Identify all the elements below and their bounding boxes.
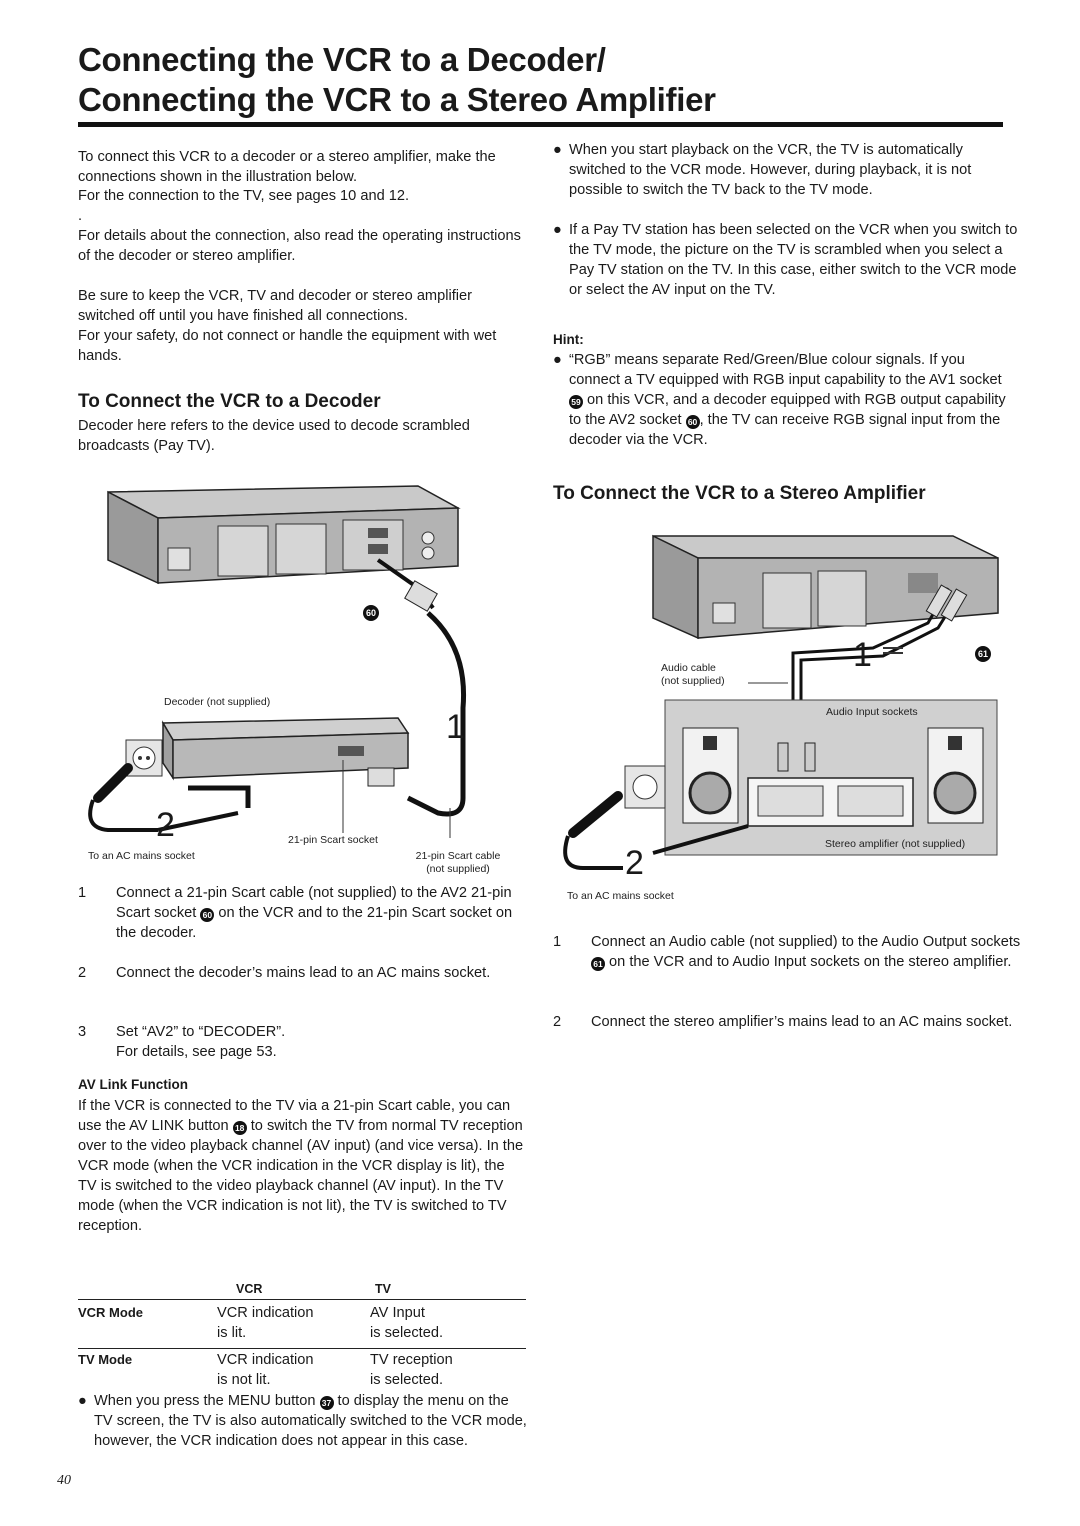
table-row-2-label: TV Mode [78, 1352, 133, 1367]
table-row-1-tv-line-1: AV Input [370, 1305, 425, 1321]
amp-step-1: 1 Connect an Audio cable (not supplied) to the Audio Output sockets 61 on the VCR and to Audio Input sockets on the stereo amplifier. [553, 934, 1021, 970]
decoder-scart-socket [338, 746, 364, 756]
menu-note-bullet: ● When you press the MENU button 37 to display the menu on the TV screen, the TV is also automatically switched to the VCR mode, however, the VCR indication does not appear in this case. [78, 1393, 527, 1449]
table-row-1-vcr-line-2: is lit. [217, 1325, 247, 1341]
vcr-panel-slot-2 [276, 524, 326, 574]
intro-dot: . [78, 208, 83, 224]
ref-18-badge: 18 [233, 1121, 247, 1135]
vcr-scart-socket-av1 [368, 528, 388, 538]
hint-bullet: ● “RGB” means separate Red/Green/Blue colour signals. If you connect a TV equipped with RGB input capability to the AV1 socket 59 on this VCR, and a decoder equipped with RGB output capability to the AV2 socket 60 , the TV can receive RGB signal input from the decoder via the VCR. [553, 352, 1006, 448]
vcr-power-socket [168, 548, 190, 570]
socket-60-marker: 60 [363, 605, 379, 621]
amp-step-2: 2 Connect the stereo amplifier’s mains lead to an AC mains socket. [553, 1014, 1013, 1030]
decoder-step-3: 3 Set “AV2” to “DECODER”. For details, see page 53. [78, 1024, 286, 1060]
amplifier-connection-illustration [553, 528, 1005, 908]
decoder-step-1: 1 Connect a 21-pin Scart cable (not supplied) to the AV2 21-pin Scart socket 60 on the VCR and to the 21-pin Scart socket on the decoder. [78, 885, 513, 941]
ref-61-badge: 61 [591, 957, 605, 971]
ref-60-badge: 60 [200, 908, 214, 922]
page-title [78, 40, 1018, 120]
amplifier-caption: Stereo amplifier (not supplied) [825, 838, 966, 850]
amplifier-diagram-svg [553, 528, 1005, 908]
decoder-description: Decoder here refers to the device used to decode scrambled broadcasts (Pay TV). [78, 418, 470, 454]
audio-input-caption: Audio Input sockets [826, 706, 918, 718]
right-bullet-2: ● If a Pay TV station has been selected on the VCR when you switch to the TV mode, the picture on the TV is scrambled when you select a Pay TV station on the TV. In this case, either switch to the VCR mode or select the AV input on the TV. [553, 222, 1018, 298]
amp-step-1-label: 1 [853, 636, 872, 674]
title-rule [78, 122, 1003, 127]
ref-60-badge-hint: 60 [686, 415, 700, 429]
right-bullet-1: ● When you start playback on the VCR, the TV is automatically switched to the VCR mode. However, during playback, it is not possible to switch the TV back to the TV mode. [553, 142, 972, 198]
hint-heading: Hint: [553, 332, 584, 347]
decoder-scart-plug [368, 768, 394, 786]
vcr-audio-jack-1 [422, 532, 434, 544]
intro-paragraph-1: To connect this VCR to a decoder or a stereo amplifier, make the connections shown in the illustration below. [78, 149, 496, 185]
table-row-2-tv-line-1: TV reception [370, 1352, 453, 1368]
amp-step-2-label: 2 [625, 844, 644, 882]
table-row-2-vcr-line-1: VCR indication [217, 1352, 314, 1368]
table-header-tv: TV [375, 1282, 391, 1296]
table-row-1-vcr-line-1: VCR indication [217, 1305, 314, 1321]
table-row-1-tv-line-2: is selected. [370, 1325, 444, 1341]
table-line-middle [78, 1348, 526, 1349]
audio-cable-caption: Audio cable (not supplied) [661, 662, 725, 687]
intro-paragraph-4: Be sure to keep the VCR, TV and decoder or stereo amplifier switched off until you have finished all connections. [78, 288, 472, 324]
scart-cable-caption: 21-pin Scart cable (not supplied) [415, 850, 501, 875]
decoder-step-1-label: 1 [446, 708, 465, 746]
ac-socket-caption: To an AC mains socket [88, 850, 195, 862]
decoder-caption: Decoder (not supplied) [164, 696, 271, 708]
vcr-scart-socket-av2 [368, 544, 388, 554]
table-header-vcr: VCR [236, 1282, 263, 1296]
table-row-2-vcr-line-2: is not lit. [217, 1372, 271, 1388]
table-line-top [78, 1299, 526, 1300]
av-link-heading: AV Link Function [78, 1077, 188, 1092]
vcr-audio-jack-2 [422, 547, 434, 559]
ref-59-badge: 59 [569, 395, 583, 409]
intro-paragraph-5: For your safety, do not connect or handle the equipment with wet hands. [78, 328, 497, 364]
page-number: 40 [57, 1473, 71, 1488]
vcr-panel-slot-1 [218, 526, 268, 576]
title-line-2: Connecting the VCR to a Stereo Amplifier [78, 81, 716, 118]
amplifier-heading: To Connect the VCR to a Stereo Amplifier [553, 483, 926, 504]
title-line-1: Connecting the VCR to a Decoder/ [78, 41, 606, 78]
decoder-connection-illustration [78, 478, 528, 878]
decoder-heading: To Connect the VCR to a Decoder [78, 391, 381, 412]
av-link-paragraph: If the VCR is connected to the TV via a 21-pin Scart cable, you can use the AV LINK button 18 to switch the TV from normal TV reception over to the video playback channel (AV input) (and vice versa). In the VCR mode (when the VCR indication in the VCR display is lit), the TV is switched to the video playback channel (AV input). In the TV mode (when the VCR indication is not lit), the TV is switched to TV reception. [78, 1098, 524, 1234]
socket-61-marker: 61 [975, 646, 991, 662]
scart-socket-caption: 21-pin Scart socket [288, 834, 378, 846]
table-row-2-tv-line-2: is selected. [370, 1372, 444, 1388]
intro-paragraph-2: For the connection to the TV, see pages 10 and 12. [78, 188, 410, 204]
decoder-step-2-label: 2 [156, 806, 175, 844]
table-row-1-label: VCR Mode [78, 1305, 143, 1320]
ref-37-badge: 37 [320, 1396, 334, 1410]
amp-ac-caption: To an AC mains socket [567, 890, 674, 902]
decoder-diagram-svg [78, 478, 528, 878]
decoder-step-2: 2 Connect the decoder’s mains lead to an AC mains socket. [78, 965, 491, 981]
intro-paragraph-3: For details about the connection, also read the operating instructions of the decoder or stereo amplifier. [78, 228, 521, 264]
